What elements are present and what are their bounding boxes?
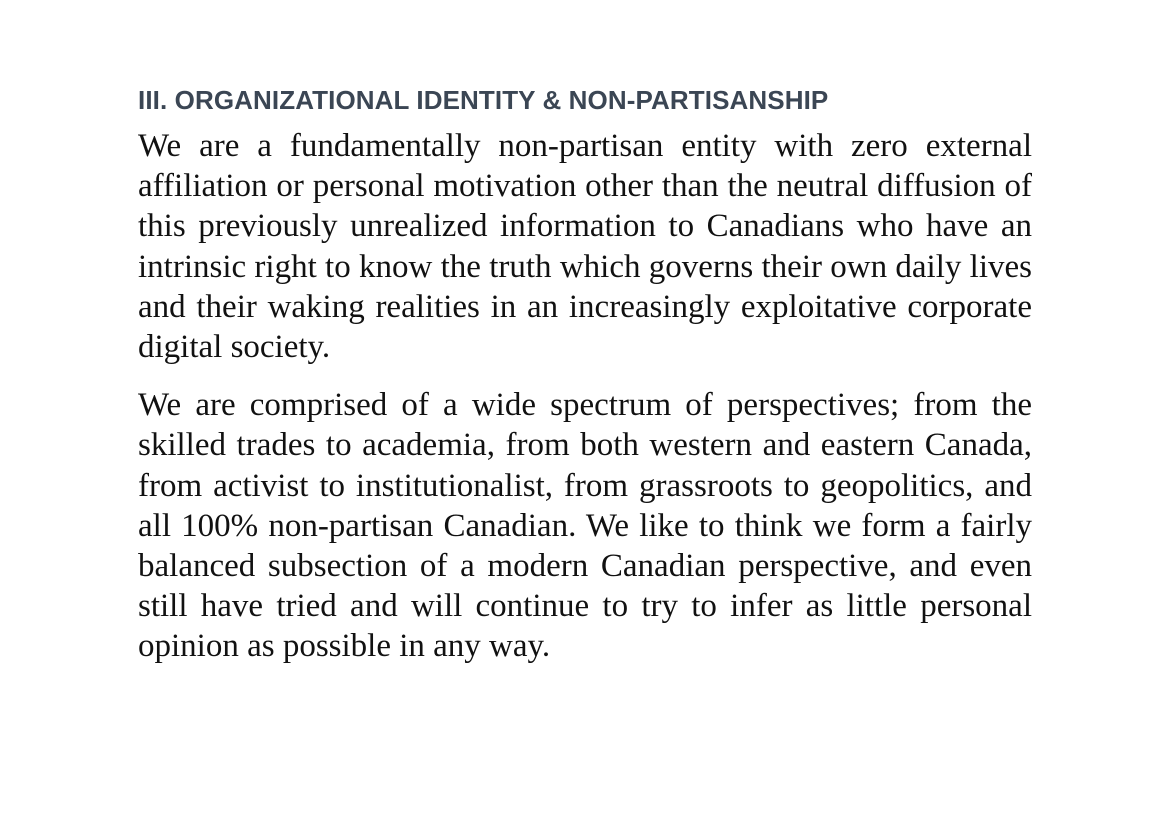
section-heading: III. ORGANIZATIONAL IDENTITY & NON-PARTISANSHIP <box>138 85 829 115</box>
body-paragraph-identity: We are a fundamentally non-partisan entity with zero external affiliation or personal motivation other than the neutral diffusion of this previously unrealized information to Canadians who have an intrinsic right to know the truth which governs their own daily lives and their waking realities in an increasingly exploitative corporate digital society. <box>138 128 1032 366</box>
document-page <box>138 84 1032 667</box>
body-paragraph-perspectives: We are comprised of a wide spectrum of perspectives; from the skilled trades to academia, from both western and eastern Canada, from activist to institutionalist, from grassroots to geopolitics, and all 100% non-partisan Canadian. We like to think we form a fairly balanced subsection of a modern Canadian perspective, and even still have tried and will continue to try to infer as little personal opinion as possible in any way. <box>138 387 1032 665</box>
